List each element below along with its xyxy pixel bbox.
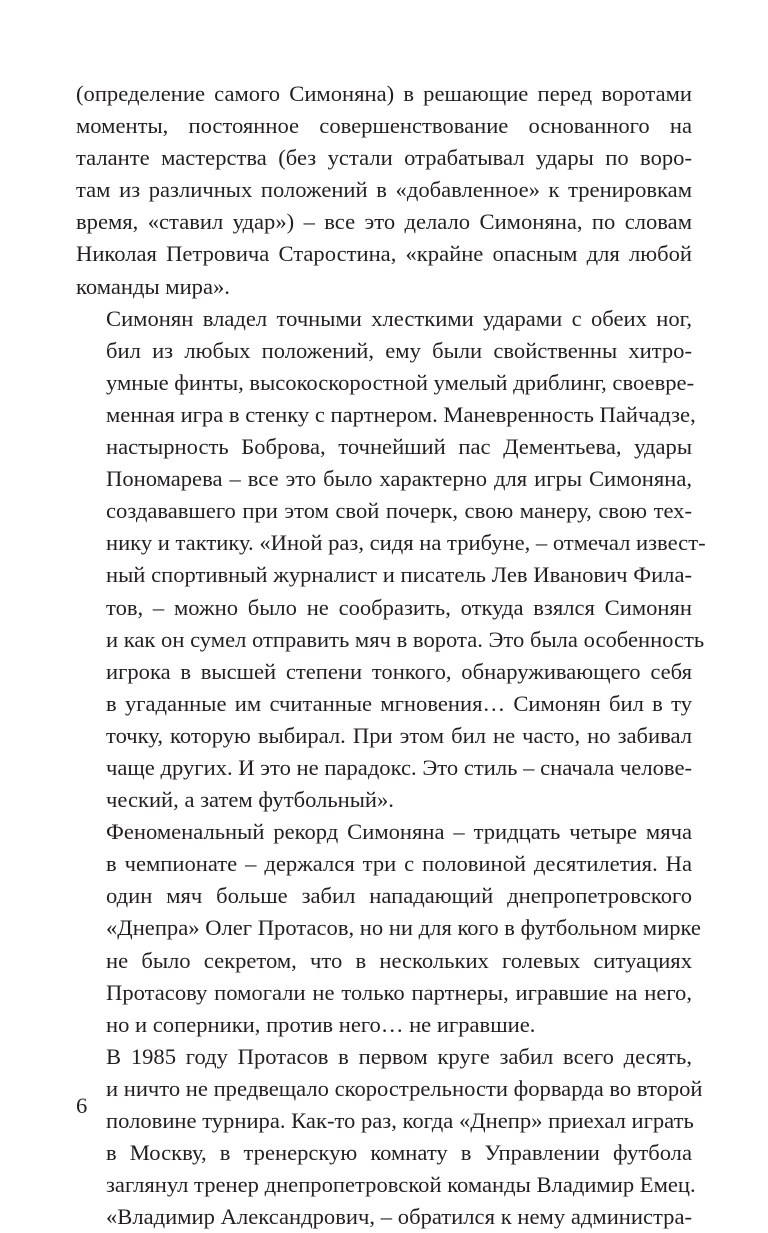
text-line: Протасову помогали не только партнеры, игравшие на него, [106, 979, 692, 1005]
text-line: чаще других. И это не парадокс. Это стиль – сначала челове- [106, 754, 692, 780]
text-line: умные финты, высокоскоростной умелый дриблинг, своевре- [106, 369, 695, 395]
paragraph [76, 303, 706, 817]
text-line: бил из любых положений, ему были свойственны хитро- [106, 337, 692, 363]
page-number: 6 [76, 1093, 88, 1118]
text-line: нику и тактику. «Иной раз, сидя на трибуне, – отмечал извест- [106, 530, 706, 556]
text-line: время, «ставил удар») – все это делало Симоняна, по словам [76, 209, 692, 235]
text-line: Пономарева – все это было характерно для игры Симоняна, [106, 466, 692, 492]
text-line: не было секретом, что в нескольких голевых ситуациях [106, 947, 692, 973]
text-line: и как он сумел отправить мяч в ворота. Это была особенность [106, 626, 705, 652]
text-line: Феноменальный рекорд Симоняна – тридцать четыре мяча [106, 819, 692, 845]
text-line: там из различных положений в «добавленное» к тренировкам [76, 177, 692, 203]
text-line: в Москву, в тренерскую комнату в Управлении футбола [106, 1140, 692, 1166]
paragraph [76, 78, 692, 303]
text-line: в чемпионате – держался три с половиной десятилетия. На [106, 851, 692, 877]
text-line: половине турнира. Как-то раз, когда «Днепр» приехал играть [106, 1108, 694, 1133]
text-line: ческий, а затем футбольный». [106, 787, 394, 813]
text-line: создававшего при этом свой почерк, свою манеру, свою тех- [106, 498, 692, 524]
text-line: моменты, постоянное совершенствование основанного на [76, 113, 692, 139]
text-line: в угаданные им считанные мгновения… Симонян бил в ту [106, 690, 692, 716]
text-line: тов, – можно было не сообразить, откуда взялся Симонян [106, 594, 692, 620]
paragraph [76, 1041, 703, 1233]
text-line: команды мира». [76, 273, 230, 299]
text-line: заглянул тренер днепропетровской команды Владимир Емец. [106, 1172, 696, 1198]
paragraph [76, 816, 701, 1041]
text-line: «Днепра» Олег Протасов, но ни для кого в футбольном мирке [106, 915, 701, 941]
text-line: точку, которую выбирал. При этом бил не часто, но забивал [106, 722, 692, 748]
text-line: один мяч больше забил нападающий днепропетровского [106, 883, 692, 909]
text-line: настырность Боброва, точнейший пас Дементьева, удары [106, 434, 692, 460]
text-line: Симонян владел точными хлесткими ударами с обеих ног, [106, 305, 692, 331]
text-line: таланте мастерства (без устали отрабатывал удары по воро- [76, 145, 692, 171]
text-line: ный спортивный журналист и писатель Лев Иванович Фила- [106, 562, 692, 588]
text-line: Николая Петровича Старостина, «крайне опасным для любой [76, 241, 692, 267]
text-line: «Владимир Александрович, – обратился к нему администра- [106, 1204, 692, 1230]
text-line: но и соперники, против него… не игравшие. [106, 1011, 536, 1037]
text-line: игрока в высшей степени тонкого, обнаруживающего себя [106, 658, 692, 684]
text-line: (определение самого Симоняна) в решающие перед воротами [76, 81, 692, 106]
page-text-body [76, 78, 706, 1233]
text-line: В 1985 году Протасов в первом круге забил всего десять, [106, 1043, 692, 1069]
text-line: менная игра в стенку с партнером. Маневренность Пайчадзе, [106, 401, 696, 427]
text-line: и ничто не предвещало скорострельности форварда во второй [106, 1075, 703, 1101]
